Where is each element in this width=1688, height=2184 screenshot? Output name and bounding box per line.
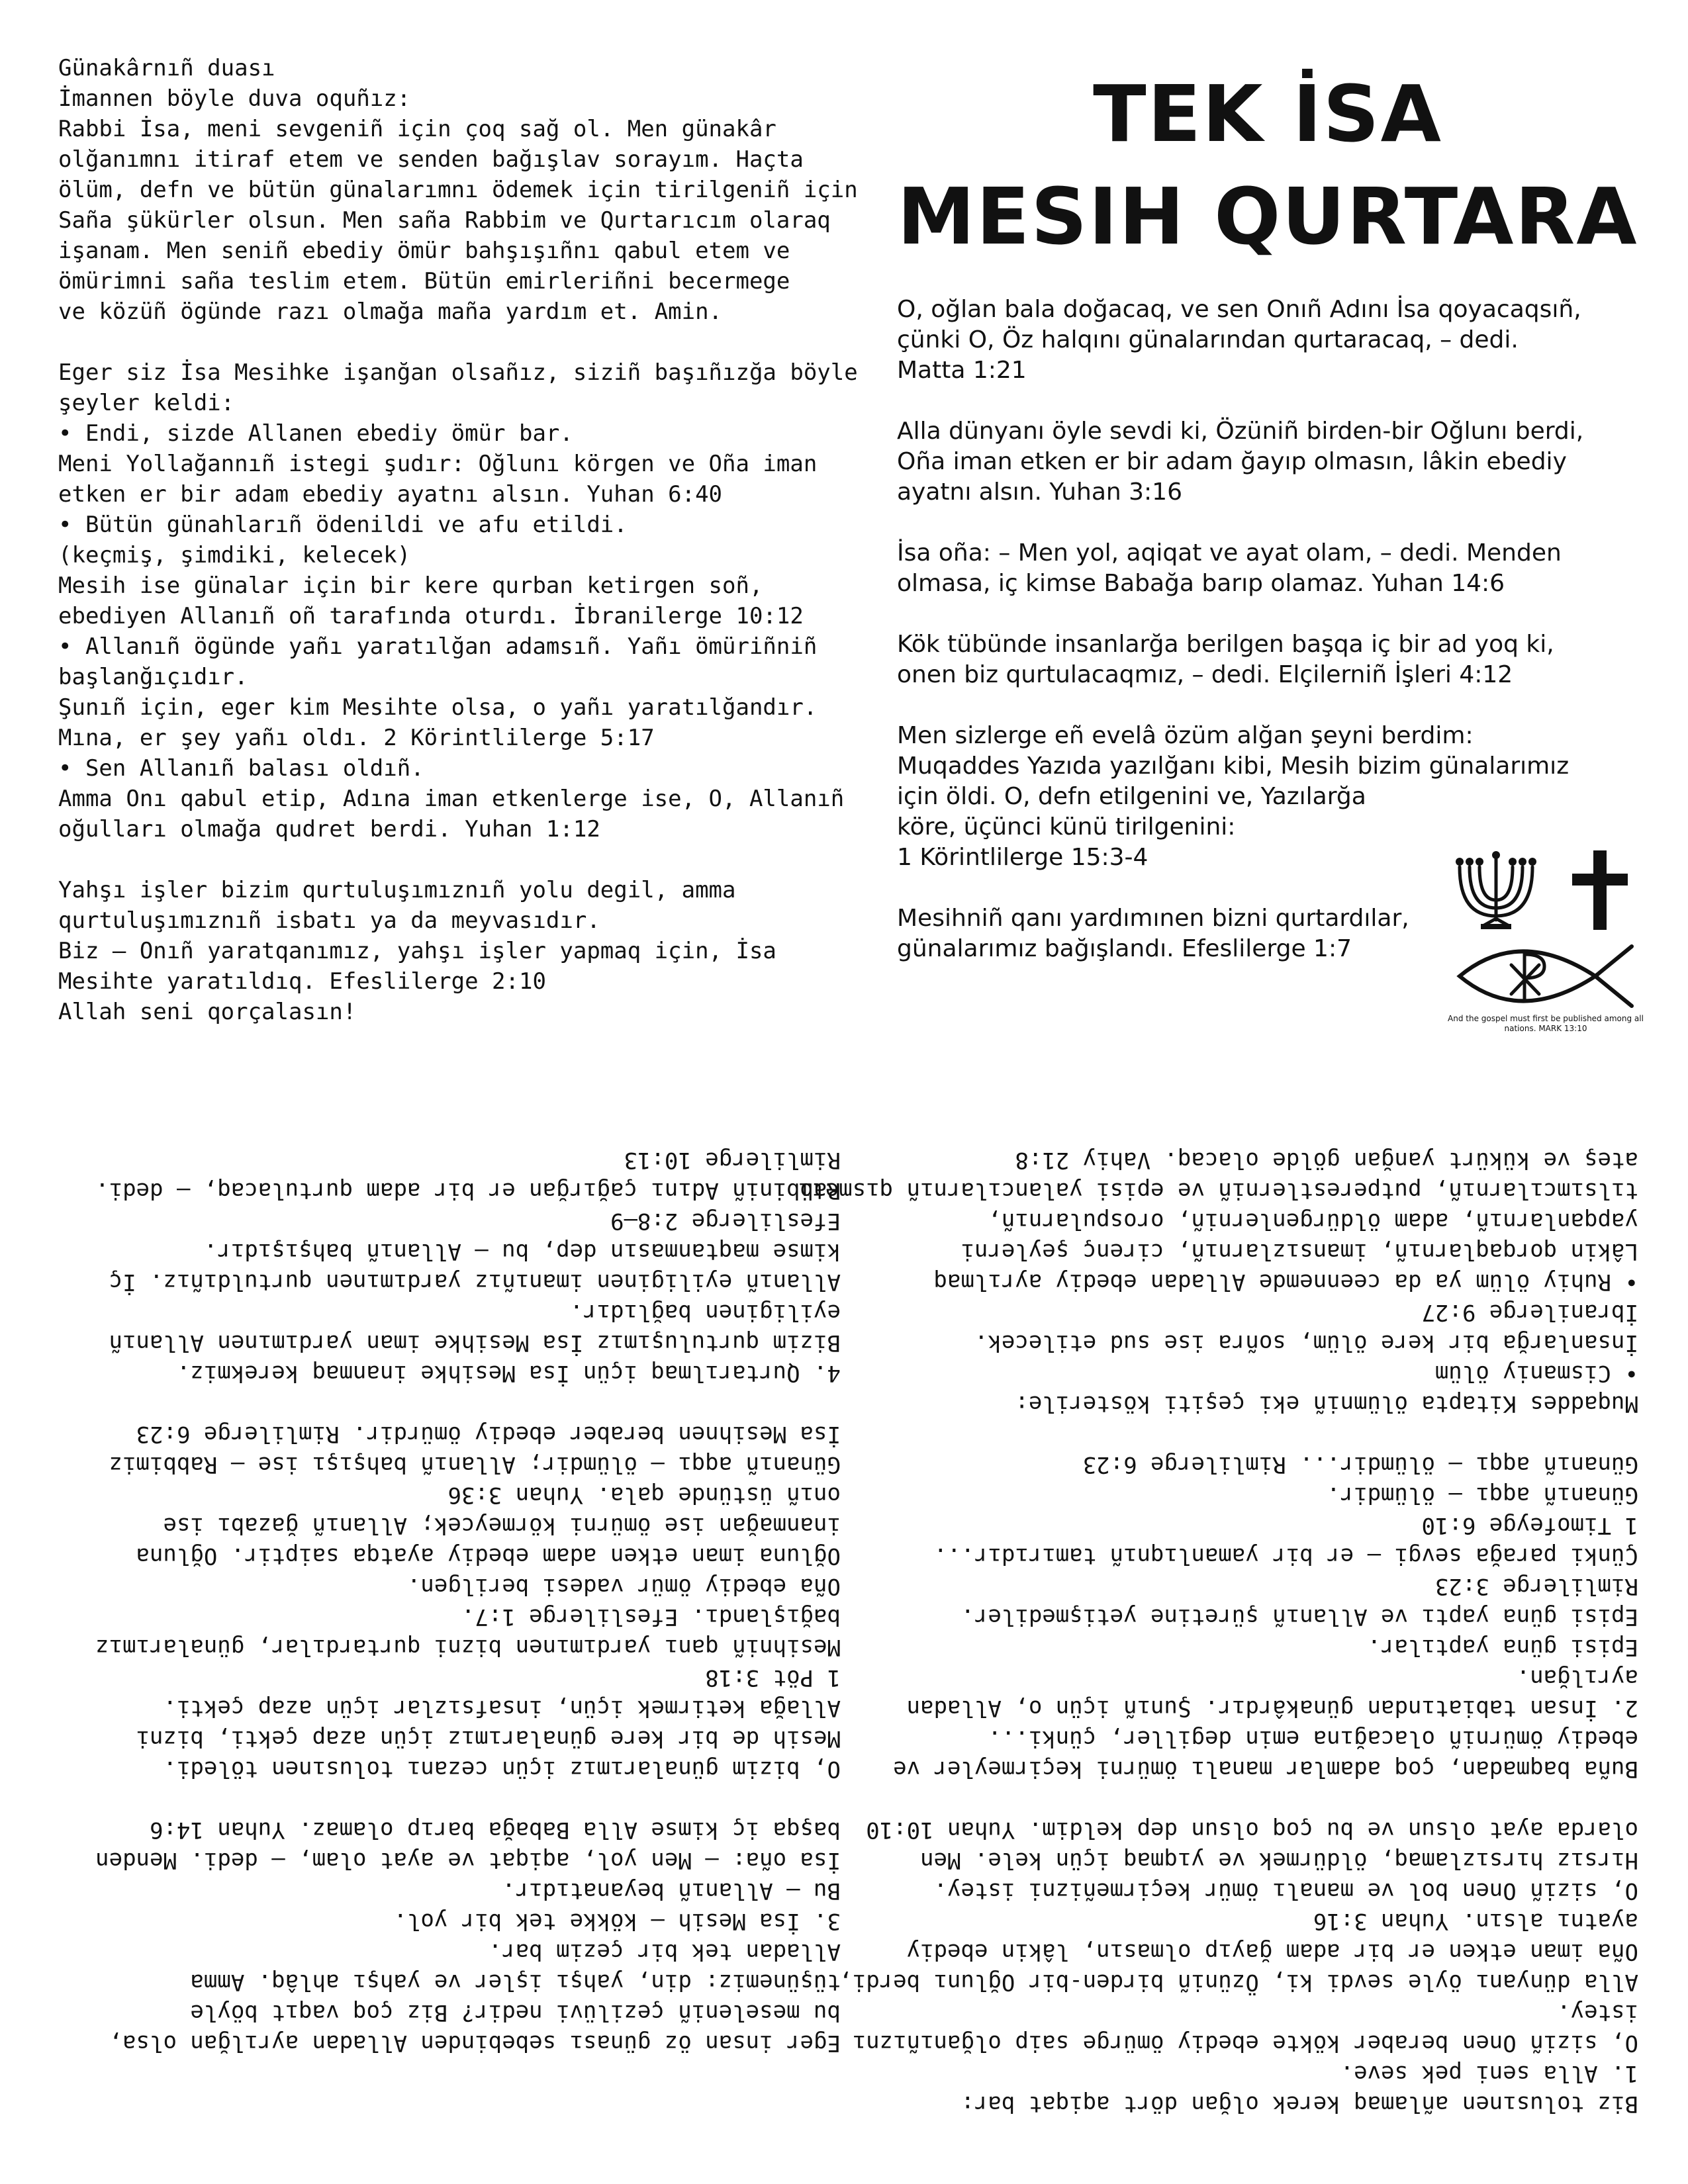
text-line: 1. Alla seni pek seve. (1340, 2060, 1638, 2087)
verse-line: günalarımız bağışlandı. Efeslilerge 1:7 (897, 935, 1352, 962)
text-line: Günanıñ aqqı – ölümdir... Rimlilerge 6:23 (1082, 1451, 1638, 1478)
text-line: 1 Timofeyge 6:10 (1421, 1512, 1638, 1539)
text-line: ateş ve kükürt yanğan gölde olacaq. Vahiy 21:8 (1015, 1147, 1638, 1173)
text-line: ebediyen Allanıñ oñ tarafında oturdı. İbranilerge 10:12 (58, 603, 804, 629)
text-line: Rabbi İsa, meni sevgeniñ için çoq sağ ol. Men günakâr (58, 116, 776, 142)
text-line: Amma Onı qabul etip, Adına iman etkenlerge ise, O, Allanıñ (58, 786, 845, 812)
verse-line: onen biz qurtulacaqmız, – dedi. Elçilerniñ İşleri 4:12 (897, 661, 1513, 688)
text-line: yapqanlarnıñ, adam öldürgenlerniñ, orospularnıñ, (988, 1208, 1638, 1234)
text-line: İnsanlarğa bir kere ölüm, soñra ise sud etilecek. (974, 1330, 1638, 1356)
text-line: inanmağan ise ömürni körmeycek; Allanıñ ğazabı ise (163, 1512, 841, 1539)
paragraph-gap (58, 844, 820, 875)
paragraph-gap (66, 1388, 841, 1419)
text-line: Buña baqmadan, çoq adamlar manalı ömürni keçirmeyler ve (893, 1756, 1638, 1782)
text-line: qurtuluşımıznıñ isbatı ya da meyvasıdır. (58, 907, 600, 934)
verse-line: İsa oña: – Men yol, aqiqat ve ayat olam, – dedi. Menden (897, 539, 1562, 567)
text-line: Biz – Onıñ yaratqanımız, yahşı işler yapmaq için, İsa (58, 938, 776, 964)
verse-block (897, 416, 1638, 508)
text-line: • Bütün günahlarıñ ödenildi ve afu etildi. (58, 512, 628, 538)
text-line: Lâkin qorqaqlarnıñ, imansızlarnıñ, cirenç şeylerni (961, 1238, 1638, 1265)
text-line: istey. (1557, 1999, 1638, 2026)
text-line: Şunıñ için, eger kim Mesihte olsa, o yañı yaratılğandır. (58, 694, 818, 721)
text-line: Rimlilerge 3:23 (1434, 1573, 1638, 1600)
verse-line: Kök tübünde insanlarğa berilgen başqa iç bir ad yoq ki, (897, 631, 1554, 658)
text-line: ölüm, defn ve bütün günalarımnı ödemek için tirilgeniñ için (58, 177, 858, 203)
text-line: Saña şükürler olsun. Men saña Rabbim ve Qurtarıcım olaraq (58, 207, 831, 234)
inside-right-panel (798, 1145, 1638, 2119)
text-line: Eger insan öz günası sebebinden Alladan ayrılğan olsa, (109, 2030, 841, 2056)
text-line: • Allanıñ ögünde yañı yaratılğan adamsıñ. Yañı ömüriñniñ (58, 633, 818, 660)
text-line: (keçmiş, şimdiki, kelecek) (58, 542, 411, 569)
text-line: işanam. Men seniñ ebediy ömür bahşışıñnı qabul etem ve (58, 238, 790, 264)
text-line: Günanıñ aqqı – ölümdir. (1327, 1482, 1638, 1508)
text-line: • Endi, sizde Allanen ebediy ömür bar. (58, 420, 573, 447)
text-line: O, bizim günalarımız içün cezanı tolusınen töledi. (163, 1756, 841, 1782)
text-line: • Sen Allanıñ balası oldıñ. (58, 755, 424, 782)
text-line: Bizim qurtuluşımız İsa Mesihke iman yardımınen Allanıñ (109, 1330, 841, 1356)
text-line: ebediy ömürniñ olacağına emin degiller, çünki... (988, 1725, 1638, 1752)
prayer-panel (58, 53, 858, 1027)
text-line: Muqaddes Kitapta ölümniñ eki çeşiti kösterile: (1015, 1390, 1638, 1417)
paragraph-gap (58, 327, 820, 357)
cover-title (897, 63, 1638, 268)
text-line: ayrılğan. (1516, 1664, 1638, 1691)
text-line: Günanıñ aqqı – ölümdir; Allanıñ bahşışı ise – Rabbimiz (109, 1451, 841, 1478)
verse-line: Muqaddes Yazıda yazılğanı kibi, Mesih bizim günalarımız (897, 752, 1570, 780)
text-line: Episi güna yaptı ve Allanıñ şüretine yetişmediler. (961, 1604, 1638, 1630)
paragraph-gap (66, 1784, 841, 1815)
text-line: kimse maqtanmasın dep, bu – Allanıñ bahşışıdır. (203, 1238, 841, 1265)
text-line: bağışlandı. Efeslilerge 1:7. (461, 1604, 841, 1630)
text-line: 2. İnsan tabiatından günakârdır. Şunıñ içün o, Alladan (906, 1695, 1638, 1721)
text-line: Günakârnıñ duası (58, 55, 275, 81)
text-line: İsa oña: – Men yol, aqiqat ve ayat olam, – dedi. Menden (95, 1847, 841, 1874)
emblem-caption: And the gospel must first be published among all nations. MARK 13:10 (1448, 1014, 1644, 1033)
verse-line: çünki O, Öz halqını günalarından qurtaracaq, – dedi. (897, 326, 1519, 353)
text-line: tüşünemiz: din, yahşı işler ve yahşı ahlâq. Amma (190, 1969, 841, 1995)
text-line: O, siziñ Onen beraber kökte ebediy ömürge saip olğanıñıznı (852, 2030, 1638, 2056)
text-line: Mesih ise günalar için bir kere qurban ketirgen soñ, (58, 572, 763, 599)
text-line: Allanıñ eyiliginen imanıñız yardımınen qurtuldıñız. İç (109, 1269, 841, 1295)
text-line: Yahşı işler bizim qurtuluşımıznıñ yolu degil, amma (58, 877, 736, 903)
text-line: • Cismaniy ölüm (1434, 1360, 1638, 1387)
text-line: şeyler keldi: (58, 390, 235, 416)
text-line: Bu – Allanıñ beyanatıdır. (502, 1878, 841, 1904)
text-line: olarda ayat olsun ve bu çoq olsun dep keldim. Yuhan 10:10 (866, 1817, 1638, 1843)
verse-line: Alla dünyanı öyle sevdi ki, Özüniñ birden-bir Oğlunı berdi, (897, 418, 1584, 445)
paragraph-gap (880, 1419, 1638, 1449)
text-line: tılsımcılarnıñ, putperestlerniñ ve episi yalancılarnıñ qısmeti (798, 1177, 1638, 1204)
text-line: Biz tolusınen añlamaq kerek olğan dört aqiqat bar: (961, 2091, 1638, 2117)
text-line: onıñ üstünde qala. Yuhan 3:36 (447, 1482, 841, 1508)
text-line: Meni Yollağannıñ istegi şudır: Oğlunı körgen ve Oña iman (58, 451, 818, 477)
verse-line: Oña iman etken er bir adam ğayıp olmasın, lâkin ebediy (897, 448, 1567, 475)
text-line: etken er bir adam ebediy ayatnı alsın. Yuhan 6:40 (58, 481, 723, 508)
text-line: olğanımnı itiraf etem ve senden bağışlav sorayım. Haçta (58, 146, 804, 173)
text-line: Hırsız hırsızlamaq, öldürmek ve yıqmaq içün kele. Men (920, 1847, 1638, 1874)
christian-emblem (1446, 847, 1645, 1039)
text-line: Allağa ketirmek içün, insafsızlar içün azap çekti. (163, 1695, 841, 1721)
cover-title-line1: TEK İSA (1093, 68, 1442, 159)
verse-line: ayatnı alsın. Yuhan 3:16 (897, 478, 1182, 506)
verse-block (897, 295, 1638, 386)
text-line: ve közüñ ögünde razı olmağa maña yardım et. Amin. (58, 298, 723, 325)
text-line: Alladan tek bir çezim bar. (488, 1938, 841, 1965)
inside-left-panel (66, 1145, 841, 2058)
text-line: Çünki parağa sevgi – er bir yamanlıqnıñ tamırıdır... (933, 1543, 1638, 1569)
text-line: 1 Pöt 3:18 (705, 1664, 841, 1691)
text-line: İsa Mesihnen beraber ebediy ömürdir. Rimlilerge 6:23 (136, 1421, 841, 1447)
verse-line: için öldi. O, defn etilgenini ve, Yazılarğa (897, 783, 1366, 810)
text-line: Allah seni qorçalasın! (58, 999, 357, 1025)
text-line: bu meseleniñ çezilüvi nedir? Biz çoq vaqıt böyle (190, 1999, 841, 2026)
text-line: başlanğıçıdır. (58, 664, 248, 690)
text-line: 4. Qurtarılmaq içün İsa Mesihke inanmaq kerekmiz. (176, 1360, 841, 1387)
text-line: İbranilerge 9:27 (1421, 1299, 1638, 1326)
text-line: Episi güna yaptılar. (1367, 1634, 1638, 1661)
text-line: Mesih de bir kere günalarımız içün azap çekti, bizni (136, 1725, 841, 1752)
text-line: İmannen böyle duva oquñız: (58, 85, 411, 112)
text-line: eyiliginen bağlıdır. (569, 1299, 841, 1326)
text-line: Oña ebediy ömür vadesi berilgen. (406, 1573, 841, 1600)
text-line: Oğluna iman etken adam ebediy ayatqa saiptir. Oğluna (136, 1543, 841, 1569)
text-line: Mına, er şey yañı oldı. 2 Körintlilerge 5:17 (58, 725, 655, 751)
verse-line: Matta 1:21 (897, 357, 1027, 384)
cover-title-line2: MESIH QURTARA (897, 171, 1638, 262)
text-line: başqa iç kimse Alla Babağa barıp olamaz. Yuhan 14:6 (150, 1817, 841, 1843)
verse-block (897, 629, 1638, 690)
text-line: Mesihte yaratıldıq. Efeslilerge 2:10 (58, 968, 546, 995)
text-line: Rabbiniñ Adını çağırğan er bir adam qurtulacaq, – dedi. (95, 1177, 841, 1204)
text-line: Alla dünyanı öyle sevdi ki, Özüniñ birden-bir Oğlunı berdi, (839, 1969, 1638, 1995)
menorah-cross-fish-icon (1446, 847, 1645, 1013)
text-line: Mesihniñ qanı yardımınen bizni qurtardılar, günalarımız (95, 1634, 841, 1661)
text-line: Rimlilerge 10:13 (624, 1147, 841, 1173)
verse-line: O, oğlan bala doğacaq, ve sen Onıñ Adını İsa qoyacaqsıñ, (897, 296, 1581, 323)
verse-line: olmasa, iç kimse Babağa barıp olamaz. Yuhan 14:6 (897, 570, 1505, 597)
text-line: Eger siz İsa Mesihke işanğan olsañız, siziñ başıñızğa böyle (58, 359, 858, 386)
paragraph-gap (880, 1784, 1638, 1815)
verse-line: Mesihniñ qanı yardımınen bizni qurtardılar, (897, 905, 1409, 932)
text-line: O, siziñ Onen bol ve manalı ömür keçirmeñizni istey. (933, 1878, 1638, 1904)
text-line: • Ruhiy ölüm ya da ceennemde Alladan ebediy ayrılmaq (933, 1269, 1638, 1295)
text-line: ömürimni saña teslim etem. Bütün emirleriñni becermege (58, 268, 790, 295)
verse-block (897, 538, 1638, 599)
verse-line: Men sizlerge eñ evelâ özüm alğan şeyni berdim: (897, 722, 1474, 749)
verse-line: 1 Körintlilerge 15:3-4 (897, 844, 1149, 871)
text-line: ayatnı alsın. Yuhan 3:16 (1313, 1908, 1638, 1934)
text-line: oğulları olmağa qudret berdi. Yuhan 1:12 (58, 816, 600, 842)
text-line: Efeslilerge 2:8—9 (610, 1208, 841, 1234)
verse-line: köre, üçünci künü tirilgenini: (897, 813, 1236, 841)
text-line: Oña iman etken er bir adam ğayıp olmasın, lâkin ebediy (906, 1938, 1638, 1965)
text-line: 3. İsa Mesih – kökke tek bir yol. (393, 1908, 841, 1934)
